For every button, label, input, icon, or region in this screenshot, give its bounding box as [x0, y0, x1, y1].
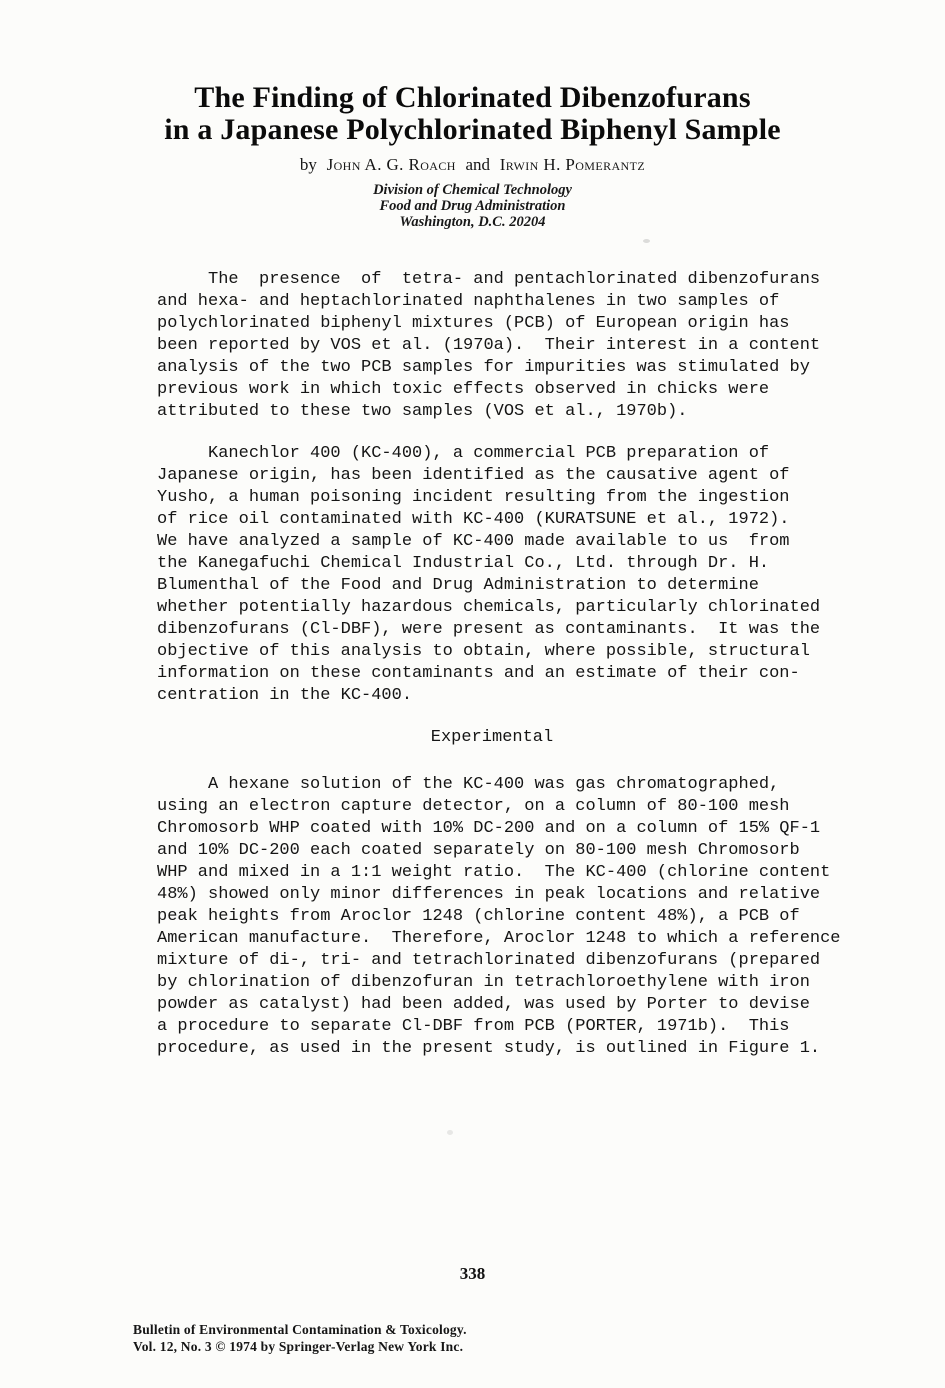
text-line: and hexa- and heptachlorinated naphthalenes in two samples of: [157, 292, 780, 311]
affiliation-address: Washington, D.C. 20204: [399, 214, 546, 230]
paragraph-sample-background: [157, 443, 857, 707]
text-line: American manufacture. Therefore, Aroclor 1248 to which a reference: [157, 929, 841, 948]
text-line: WHP and mixed in a 1:1 weight ratio. The KC-400 (chlorine content: [157, 863, 831, 882]
byline: [0, 155, 945, 175]
text-line: objective of this analysis to obtain, where possible, structural: [157, 642, 810, 661]
article-title-line-2: in a Japanese Polychlorinated Biphenyl Sample: [164, 113, 781, 146]
article-title-line-1: The Finding of Chlorinated Dibenzofurans: [194, 81, 751, 114]
text-line: of rice oil contaminated with KC-400 (KURATSUNE et al., 1972).: [157, 510, 790, 529]
text-line: mixture of di-, tri- and tetrachlorinated dibenzofurans (prepared: [157, 951, 821, 970]
scan-artifact-speck: [447, 1130, 453, 1135]
text-line: by chlorination of dibenzofuran in tetrachloroethylene with iron: [157, 973, 810, 992]
text-line: procedure, as used in the present study, is outlined in Figure 1.: [157, 1039, 821, 1058]
text-line: Yusho, a human poisoning incident resulting from the ingestion: [157, 488, 790, 507]
text-line: previous work in which toxic effects observed in chicks were: [157, 380, 770, 399]
journal-footer-line-1: Bulletin of Environmental Contamination & Toxicology.: [133, 1322, 467, 1337]
text-line: dibenzofurans (Cl-DBF), were present as contaminants. It was the: [157, 620, 821, 639]
affiliation-division: Division of Chemical Technology: [373, 182, 572, 198]
text-line: a procedure to separate Cl-DBF from PCB (PORTER, 1971b). This: [157, 1017, 790, 1036]
text-line: whether potentially hazardous chemicals, particularly chlorinated: [157, 598, 821, 617]
text-line: Kanechlor 400 (KC-400), a commercial PCB preparation of: [157, 444, 770, 463]
author-1: John A. G. Roach: [326, 155, 456, 174]
affiliation-block: [0, 182, 945, 230]
article-header: [0, 82, 945, 230]
text-line: analysis of the two PCB samples for impurities was stimulated by: [157, 358, 810, 377]
text-line: We have analyzed a sample of KC-400 made available to us from: [157, 532, 790, 551]
text-line: information on these contaminants and an estimate of their con-: [157, 664, 800, 683]
text-line: using an electron capture detector, on a column of 80-100 mesh: [157, 797, 790, 816]
text-line: peak heights from Aroclor 1248 (chlorine content 48%), a PCB of: [157, 907, 800, 926]
text-line: Chromosorb WHP coated with 10% DC-200 and on a column of 15% QF-1: [157, 819, 821, 838]
journal-footer: [133, 1321, 467, 1355]
author-2: Irwin H. Pomerantz: [499, 155, 646, 174]
text-line: powder as catalyst) had been added, was used by Porter to devise: [157, 995, 810, 1014]
text-line: A hexane solution of the KC-400 was gas chromatographed,: [157, 775, 780, 794]
text-line: The presence of tetra- and pentachlorinated dibenzofurans: [157, 270, 821, 289]
byline-connector: and: [465, 155, 491, 174]
affiliation-agency: Food and Drug Administration: [379, 198, 566, 214]
text-line: been reported by VOS et al. (1970a). Their interest in a content: [157, 336, 821, 355]
text-line: Blumenthal of the Food and Drug Administration to determine: [157, 576, 759, 595]
byline-prefix: by: [299, 155, 317, 174]
text-line: 48%) showed only minor differences in peak locations and relative: [157, 885, 821, 904]
section-heading-experimental: Experimental: [430, 728, 554, 747]
scan-artifact-speck: [643, 239, 650, 243]
paragraph-method: [157, 774, 857, 1060]
paragraph-intro: [157, 269, 857, 423]
journal-footer-line-2: Vol. 12, No. 3 © 1974 by Springer-Verlag New York Inc.: [133, 1339, 464, 1354]
text-line: the Kanegafuchi Chemical Industrial Co., Ltd. through Dr. H.: [157, 554, 770, 573]
page-number: 338: [459, 1264, 486, 1283]
document-body: [157, 269, 857, 1080]
text-line: and 10% DC-200 each coated separately on 80-100 mesh Chromosorb: [157, 841, 800, 860]
text-line: Japanese origin, has been identified as the causative agent of: [157, 466, 790, 485]
text-line: attributed to these two samples (VOS et al., 1970b).: [157, 402, 688, 421]
text-line: polychlorinated biphenyl mixtures (PCB) of European origin has: [157, 314, 790, 333]
text-line: centration in the KC-400.: [157, 686, 413, 705]
